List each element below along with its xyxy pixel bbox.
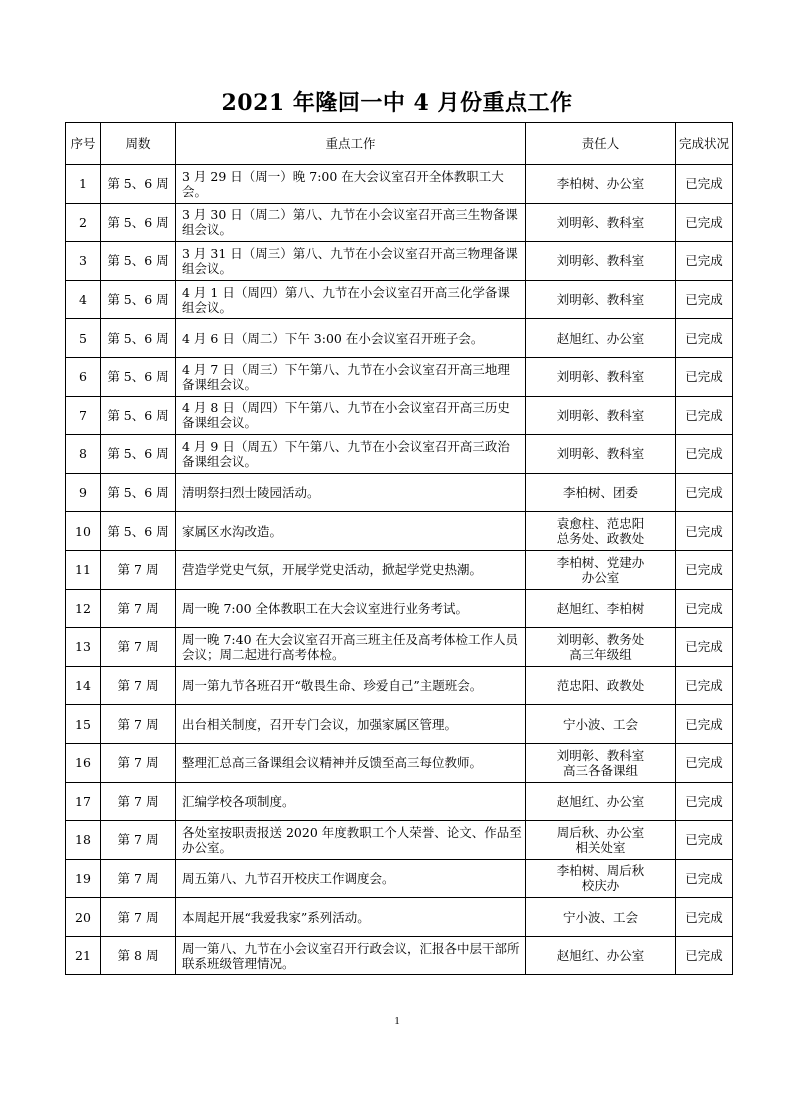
- cell-owner: [526, 357, 676, 396]
- cell-week: 第 7 周: [101, 782, 176, 821]
- cell-week: 第 7 周: [101, 898, 176, 937]
- owner-line: 高三年级组: [569, 646, 632, 662]
- cell-week: 第 7 周: [101, 705, 176, 744]
- cell-week: 第 5、6 周: [101, 435, 176, 474]
- header-task: 重点工作: [176, 123, 526, 165]
- owner-line: 袁愈柱、范忠阳: [556, 516, 645, 532]
- owner-line: 总务处、政教处: [556, 531, 645, 547]
- cell-task: 各处室按职责报送 2020 年度教职工个人荣誉、论文、作品至办公室。: [176, 821, 526, 860]
- cell-task: 周一晚 7:00 全体教职工在大会议室进行业务考试。: [176, 589, 526, 628]
- cell-task: 3 月 31 日（周三）第八、九节在小会议室召开高三物理备课组会议。: [176, 242, 526, 281]
- table-row: [66, 165, 733, 204]
- owner-line: 宁小波、工会: [562, 716, 638, 732]
- cell-week: 第 7 周: [101, 666, 176, 705]
- table-row: [66, 550, 733, 589]
- cell-week: 第 5、6 周: [101, 512, 176, 551]
- table-row: [66, 628, 733, 667]
- table-row: [66, 242, 733, 281]
- cell-owner: [526, 280, 676, 319]
- cell-week: 第 5、6 周: [101, 203, 176, 242]
- header-no: 序号: [66, 123, 101, 165]
- table-row: [66, 821, 733, 860]
- cell-task: 3 月 29 日（周一）晚 7:00 在大会议室召开全体教职工大会。: [176, 165, 526, 204]
- owner-line: 刘明彰、教科室: [556, 214, 645, 230]
- cell-status: 已完成: [676, 357, 733, 396]
- owner-line: 宁小波、工会: [562, 909, 638, 925]
- header-owner: 责任人: [526, 123, 676, 165]
- cell-task: 本周起开展“我爱我家”系列活动。: [176, 898, 526, 937]
- cell-owner: [526, 859, 676, 898]
- cell-no: 5: [66, 319, 101, 358]
- owner-line: 刘明彰、教科室: [556, 253, 645, 269]
- cell-no: 14: [66, 666, 101, 705]
- cell-status: 已完成: [676, 203, 733, 242]
- owner-line: 刘明彰、教务处: [556, 631, 645, 647]
- table-row: [66, 473, 733, 512]
- cell-week: 第 5、6 周: [101, 165, 176, 204]
- owner-line: 李柏树、周后秋: [556, 863, 645, 879]
- cell-status: 已完成: [676, 705, 733, 744]
- cell-week: 第 8 周: [101, 936, 176, 975]
- cell-task: 汇编学校各项制度。: [176, 782, 526, 821]
- cell-status: 已完成: [676, 743, 733, 782]
- table-row: [66, 743, 733, 782]
- cell-task: 4 月 8 日（周四）下午第八、九节在小会议室召开高三历史备课组会议。: [176, 396, 526, 435]
- cell-owner: [526, 821, 676, 860]
- owner-line: 赵旭红、办公室: [556, 948, 645, 964]
- table-row: [66, 396, 733, 435]
- cell-owner: [526, 782, 676, 821]
- cell-task: 4 月 7 日（周三）下午第八、九节在小会议室召开高三地理备课组会议。: [176, 357, 526, 396]
- cell-owner: [526, 242, 676, 281]
- cell-no: 18: [66, 821, 101, 860]
- cell-week: 第 7 周: [101, 550, 176, 589]
- cell-task: 整理汇总高三备课组会议精神并反馈至高三每位教师。: [176, 743, 526, 782]
- cell-owner: [526, 165, 676, 204]
- cell-status: 已完成: [676, 280, 733, 319]
- cell-status: 已完成: [676, 782, 733, 821]
- owner-line: 刘明彰、教科室: [556, 446, 645, 462]
- cell-owner: [526, 666, 676, 705]
- owner-line: 刘明彰、教科室: [556, 292, 645, 308]
- page-number: 1: [394, 1015, 400, 1027]
- table-row: [66, 705, 733, 744]
- cell-status: 已完成: [676, 242, 733, 281]
- cell-owner: [526, 936, 676, 975]
- cell-week: 第 5、6 周: [101, 280, 176, 319]
- cell-owner: [526, 473, 676, 512]
- owner-line: 相关处室: [575, 839, 626, 855]
- owner-line: 刘明彰、教科室: [556, 407, 645, 423]
- cell-status: 已完成: [676, 435, 733, 474]
- cell-week: 第 7 周: [101, 743, 176, 782]
- cell-status: 已完成: [676, 666, 733, 705]
- cell-status: 已完成: [676, 589, 733, 628]
- cell-no: 13: [66, 628, 101, 667]
- table-row: [66, 898, 733, 937]
- cell-week: 第 5、6 周: [101, 319, 176, 358]
- cell-task: 周一第九节各班召开“敬畏生命、珍爱自己”主题班会。: [176, 666, 526, 705]
- cell-no: 16: [66, 743, 101, 782]
- cell-owner: [526, 435, 676, 474]
- cell-status: 已完成: [676, 473, 733, 512]
- owner-line: 范忠阳、政教处: [556, 678, 645, 694]
- owner-line: 赵旭红、办公室: [556, 330, 645, 346]
- cell-no: 3: [66, 242, 101, 281]
- table-row: [66, 203, 733, 242]
- cell-status: 已完成: [676, 550, 733, 589]
- cell-owner: [526, 743, 676, 782]
- cell-task: 周一晚 7:40 在大会议室召开高三班主任及高考体检工作人员会议；周二起进行高考体检。: [176, 628, 526, 667]
- owner-line: 赵旭红、办公室: [556, 793, 645, 809]
- cell-week: 第 5、6 周: [101, 396, 176, 435]
- table-row: [66, 936, 733, 975]
- cell-no: 21: [66, 936, 101, 975]
- cell-owner: [526, 512, 676, 551]
- cell-owner: [526, 396, 676, 435]
- owner-line: 赵旭红、李柏树: [556, 600, 645, 616]
- cell-no: 11: [66, 550, 101, 589]
- table-row: [66, 859, 733, 898]
- cell-task: 出台相关制度，召开专门会议，加强家属区管理。: [176, 705, 526, 744]
- cell-no: 15: [66, 705, 101, 744]
- cell-task: 清明祭扫烈士陵园活动。: [176, 473, 526, 512]
- cell-owner: [526, 898, 676, 937]
- cell-task: 营造学党史气氛，开展学党史活动，掀起学党史热潮。: [176, 550, 526, 589]
- cell-status: 已完成: [676, 898, 733, 937]
- cell-week: 第 5、6 周: [101, 357, 176, 396]
- cell-owner: [526, 705, 676, 744]
- cell-no: 20: [66, 898, 101, 937]
- cell-status: 已完成: [676, 396, 733, 435]
- work-table: [65, 122, 733, 975]
- cell-task: 周五第八、九节召开校庆工作调度会。: [176, 859, 526, 898]
- cell-status: 已完成: [676, 512, 733, 551]
- table-row: [66, 319, 733, 358]
- owner-line: 周后秋、办公室: [556, 824, 645, 840]
- cell-no: 2: [66, 203, 101, 242]
- cell-no: 1: [66, 165, 101, 204]
- cell-task: 家属区水沟改造。: [176, 512, 526, 551]
- cell-owner: [526, 628, 676, 667]
- page-title: 2021 年隆回一中 4 月份重点工作: [221, 90, 573, 116]
- cell-week: 第 5、6 周: [101, 242, 176, 281]
- cell-no: 12: [66, 589, 101, 628]
- cell-task: 周一第八、九节在小会议室召开行政会议，汇报各中层干部所联系班级管理情况。: [176, 936, 526, 975]
- cell-no: 6: [66, 357, 101, 396]
- owner-line: 刘明彰、教科室: [556, 747, 645, 763]
- cell-owner: [526, 203, 676, 242]
- cell-status: 已完成: [676, 628, 733, 667]
- cell-owner: [526, 550, 676, 589]
- cell-status: 已完成: [676, 165, 733, 204]
- cell-task: 4 月 9 日（周五）下午第八、九节在小会议室召开高三政治备课组会议。: [176, 435, 526, 474]
- table-row: [66, 280, 733, 319]
- cell-task: 4 月 1 日（周四）第八、九节在小会议室召开高三化学备课组会议。: [176, 280, 526, 319]
- owner-line: 刘明彰、教科室: [556, 369, 645, 385]
- cell-no: 9: [66, 473, 101, 512]
- cell-status: 已完成: [676, 936, 733, 975]
- cell-task: 4 月 6 日（周二）下午 3:00 在小会议室召开班子会。: [176, 319, 526, 358]
- cell-week: 第 7 周: [101, 859, 176, 898]
- table-row: [66, 512, 733, 551]
- cell-no: 17: [66, 782, 101, 821]
- cell-status: 已完成: [676, 859, 733, 898]
- header-status: 完成状况: [676, 123, 733, 165]
- cell-owner: [526, 589, 676, 628]
- cell-status: 已完成: [676, 821, 733, 860]
- cell-status: 已完成: [676, 319, 733, 358]
- owner-line: 校庆办: [581, 878, 620, 894]
- cell-no: 4: [66, 280, 101, 319]
- cell-no: 19: [66, 859, 101, 898]
- owner-line: 李柏树、团委: [562, 485, 638, 501]
- cell-task: 3 月 30 日（周二）第八、九节在小会议室召开高三生物备课组会议。: [176, 203, 526, 242]
- table-row: [66, 782, 733, 821]
- cell-week: 第 7 周: [101, 821, 176, 860]
- header-week: 周数: [101, 123, 176, 165]
- table-row: [66, 357, 733, 396]
- cell-no: 8: [66, 435, 101, 474]
- owner-line: 高三各备课组: [562, 762, 638, 778]
- table-header-row: [66, 123, 733, 165]
- cell-no: 7: [66, 396, 101, 435]
- cell-week: 第 7 周: [101, 589, 176, 628]
- owner-line: 李柏树、党建办: [556, 554, 645, 570]
- table-row: [66, 666, 733, 705]
- cell-week: 第 5、6 周: [101, 473, 176, 512]
- table-row: [66, 435, 733, 474]
- cell-week: 第 7 周: [101, 628, 176, 667]
- cell-owner: [526, 319, 676, 358]
- cell-no: 10: [66, 512, 101, 551]
- table-row: [66, 589, 733, 628]
- owner-line: 办公室: [581, 569, 620, 585]
- owner-line: 李柏树、办公室: [556, 176, 645, 192]
